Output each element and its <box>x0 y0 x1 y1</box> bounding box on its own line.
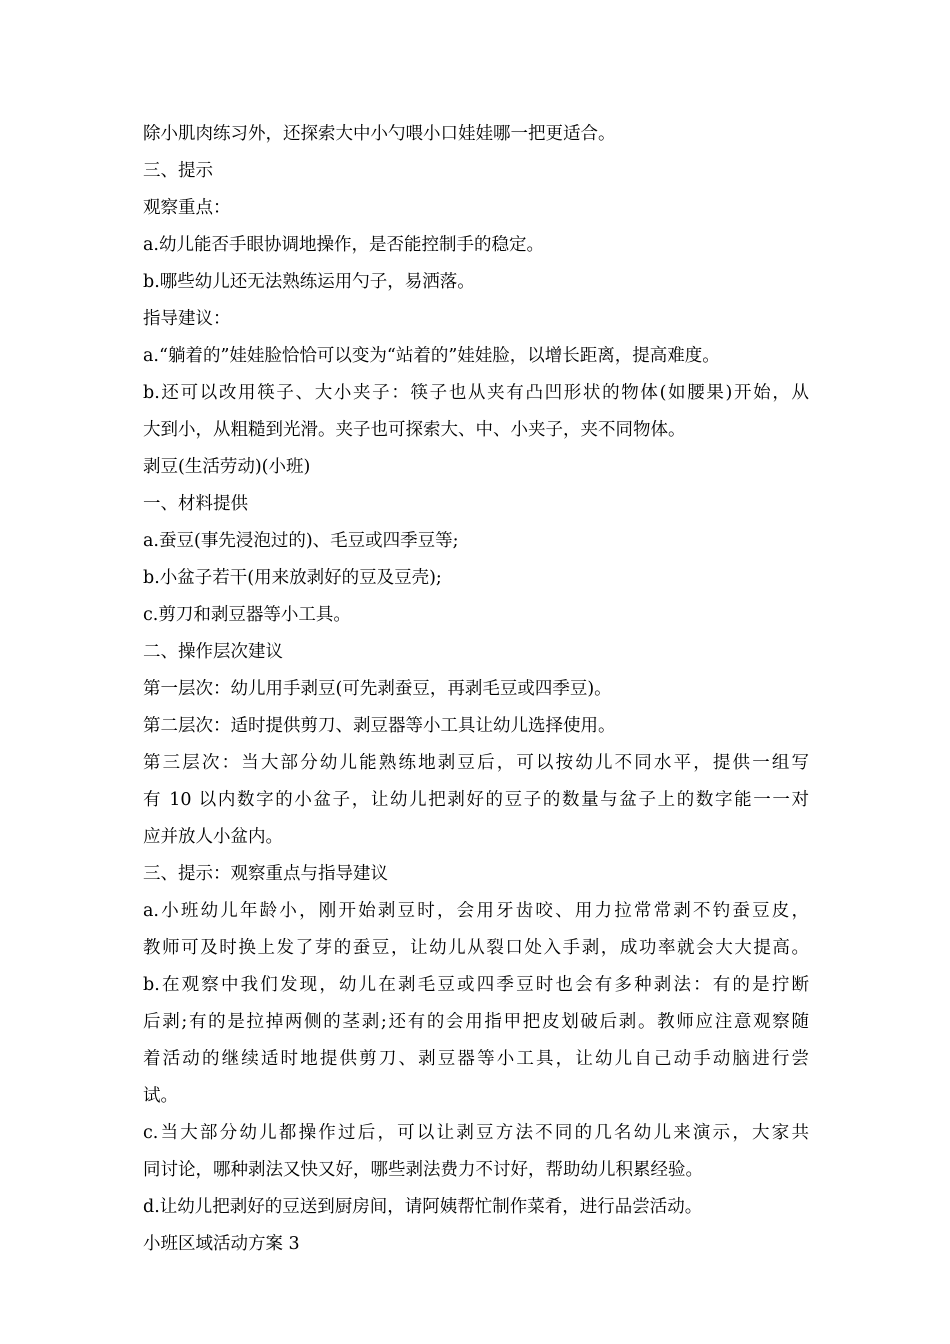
text-line: 小班区域活动方案 3 <box>143 1234 300 1254</box>
text-line: a.幼儿能否手眼协调地操作，是否能控制手的稳定。 <box>143 235 544 255</box>
text-line: 教师可及时换上发了芽的蚕豆，让幼儿从裂口处入手剥，成功率就会大大提高。 <box>143 938 809 958</box>
text-line: 指导建议： <box>143 309 231 329</box>
text-line: a.小班幼儿年龄小，刚开始剥豆时，会用牙齿咬、用力拉常常剥不钓蚕豆皮， <box>143 901 809 921</box>
text-line: b.哪些幼儿还无法熟练运用勺子，易洒落。 <box>143 272 475 292</box>
text-line: 第三层次：当大部分幼儿能熟练地剥豆后，可以按幼儿不同水平，提供一组写 <box>143 753 809 773</box>
text-line: 有 10 以内数字的小盆子，让幼儿把剥好的豆子的数量与盆子上的数字能一一对 <box>143 790 809 810</box>
text-line: b.在观察中我们发现，幼儿在剥毛豆或四季豆时也会有多种剥法：有的是拧断 <box>143 975 809 995</box>
text-line: d.让幼儿把剥好的豆送到厨房间，请阿姨帮忙制作菜肴，进行品尝活动。 <box>143 1197 703 1217</box>
text-line: 后剥;有的是拉掉两侧的茎剥;还有的会用指甲把皮划破后剥。教师应注意观察随 <box>143 1012 809 1032</box>
text-line: 剥豆(生活劳动)(小班) <box>143 457 311 477</box>
text-line: 除小肌肉练习外，还探索大中小勺喂小口娃娃哪一把更适合。 <box>143 124 616 144</box>
document-page <box>143 116 809 1263</box>
text-line: c.当大部分幼儿都操作过后，可以让剥豆方法不同的几名幼儿来演示，大家共 <box>143 1123 809 1143</box>
text-line: b.还可以改用筷子、大小夹子：筷子也从夹有凸凹形状的物体(如腰果)开始，从 <box>143 383 809 403</box>
text-line: 第一层次：幼儿用手剥豆(可先剥蚕豆，再剥毛豆或四季豆)。 <box>143 679 612 699</box>
text-line: 三、提示 <box>143 161 213 181</box>
text-line: 第二层次：适时提供剪刀、剥豆器等小工具让幼儿选择使用。 <box>143 716 616 736</box>
text-line: 应并放人小盆内。 <box>143 827 283 847</box>
text-line: a.蚕豆(事先浸泡过的)、毛豆或四季豆等; <box>143 531 459 551</box>
text-line: 三、提示：观察重点与指导建议 <box>143 864 388 884</box>
text-line: 二、操作层次建议 <box>143 642 283 662</box>
text-line: b.小盆子若干(用来放剥好的豆及豆壳); <box>143 568 442 588</box>
text-line: 着活动的继续适时地提供剪刀、剥豆器等小工具，让幼儿自己动手动脑进行尝 <box>143 1049 809 1069</box>
text-line: 同讨论，哪种剥法又快又好，哪些剥法费力不讨好，帮助幼儿积累经验。 <box>143 1160 703 1180</box>
text-line: 观察重点： <box>143 198 231 218</box>
text-line: c.剪刀和剥豆器等小工具。 <box>143 605 351 625</box>
text-line: 试。 <box>143 1086 178 1106</box>
text-line: 大到小，从粗糙到光滑。夹子也可探索大、中、小夹子，夹不同物体。 <box>143 420 686 440</box>
text-line: 一、材料提供 <box>143 494 248 514</box>
text-line: a.“躺着的”娃娃脸恰恰可以变为“站着的”娃娃脸，以增长距离，提高难度。 <box>143 346 720 366</box>
